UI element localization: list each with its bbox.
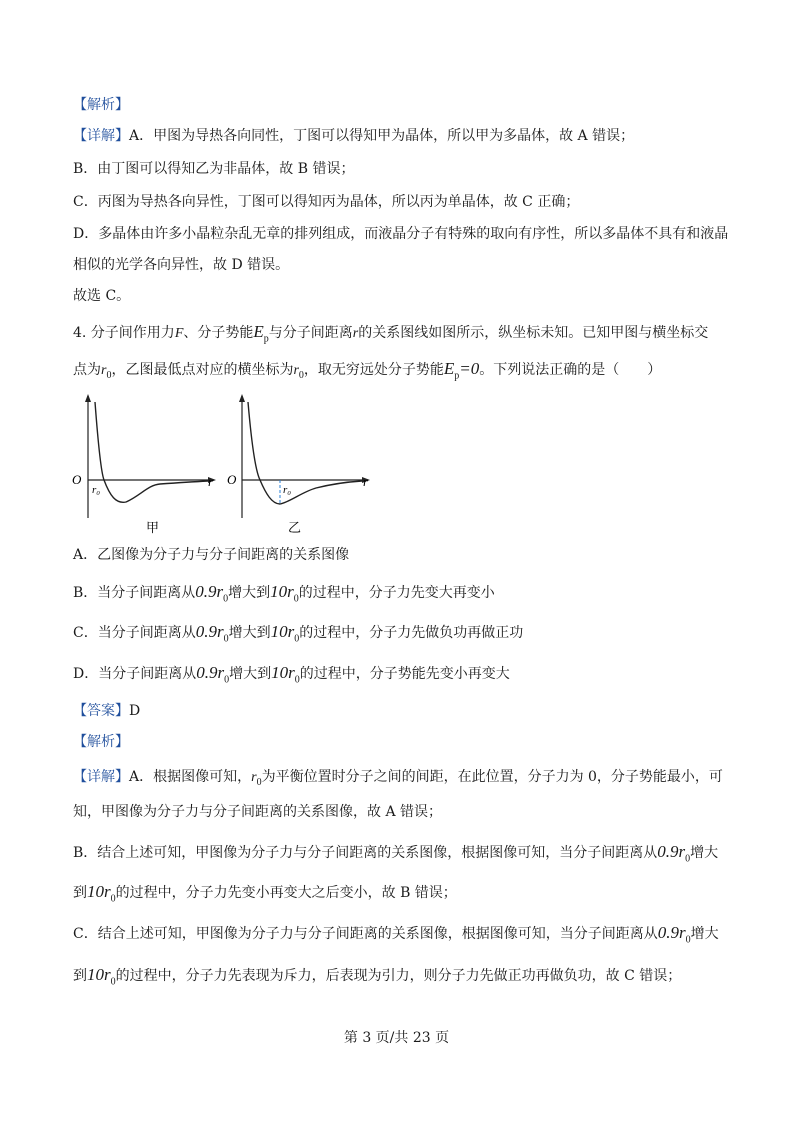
explanation-d-1: D．多晶体由许多小晶粒杂乱无章的排列组成，而液晶分子有特殊的取向有序性，所以多晶体不具有和液晶	[73, 226, 729, 242]
origin-label-yi: O	[227, 472, 237, 487]
label-jia: 甲	[146, 521, 160, 534]
question-4-line-2: 点为$r_0$，乙图最低点对应的横坐标为$r_0$，取无穷远处分子势能$E_p=0$。下列说法正确的是（ ）	[73, 359, 662, 382]
q4-explanation-c-1: C．结合上述可知，甲图像为分子力与分子间距离的关系图像，根据图像可知，当分子间距离从$0.9r_0$增大	[73, 923, 719, 946]
q4-explanation-b-1: B．结合上述可知，甲图像为分子力与分子间距离的关系图像，根据图像可知，当分子间距离从$0.9r_0$增大	[73, 842, 719, 865]
option-c: C．当分子间距离从$0.9r_0$增大到$10r_0$的过程中，分子力先做负功再做正功	[73, 622, 524, 645]
page-footer: 第 3 页/共 23 页	[343, 1030, 450, 1046]
figure-graphs	[70, 392, 380, 534]
label-yi: 乙	[288, 521, 302, 534]
option-b: B．当分子间距离从$0.9r_0$增大到$10r_0$的过程中，分子力先变大再变小	[73, 582, 495, 605]
q4-explanation-b-2: 到$10r_0$的过程中，分子力先变小再变大之后变小，故 B 错误；	[73, 882, 457, 905]
explanation-b: B．由丁图可以得知乙为非晶体，故 B 错误；	[73, 161, 355, 177]
analysis-heading-q4: 【解析】	[73, 734, 129, 750]
r0-label-jia: r₀	[92, 484, 101, 496]
axis-label-jia: r	[208, 474, 214, 489]
q4-explanation-a-1: 【详解】A．根据图像可知，$r_0$为平衡位置时分子之间的间距，在此位置，分子力为 0，分子势能最小，可	[73, 769, 723, 788]
question-4-line-1: 4. 分子间作用力F、分子势能$E_p$与分子间距离r的关系图线如图所示，纵坐标未知。已知甲图与横坐标交	[73, 322, 709, 345]
option-d: D．当分子间距离从$0.9r_0$增大到$10r_0$的过程中，分子势能先变小再变大	[73, 663, 510, 686]
answer: 【答案】D	[73, 703, 141, 719]
graph-yi	[227, 394, 370, 534]
graph-jia	[72, 394, 216, 534]
origin-label-jia: O	[72, 472, 82, 487]
option-a: A．乙图像为分子力与分子间距离的关系图像	[73, 547, 350, 563]
r0-label-yi: r₀	[283, 484, 292, 496]
explanation-a: 【详解】A．甲图为导热各向同性，丁图可以得知甲为晶体，所以甲为多晶体，故 A 错误；	[73, 128, 635, 144]
q4-explanation-c-2: 到$10r_0$的过程中，分子力先表现为斥力，后表现为引力，则分子力先做正功再做负功，故 C 错误；	[73, 965, 682, 988]
analysis-heading: 【解析】	[73, 97, 129, 113]
explanation-d-2: 相似的光学各向异性，故 D 错误。	[73, 257, 290, 273]
conclusion: 故选 C。	[73, 288, 131, 304]
q4-explanation-a-2: 知，甲图像为分子力与分子间距离的关系图像，故 A 错误；	[73, 804, 443, 820]
explanation-c: C．丙图为导热各向异性，丁图可以得知丙为晶体，所以丙为单晶体，故 C 正确；	[73, 194, 580, 210]
axis-label-yi: r	[363, 474, 369, 489]
